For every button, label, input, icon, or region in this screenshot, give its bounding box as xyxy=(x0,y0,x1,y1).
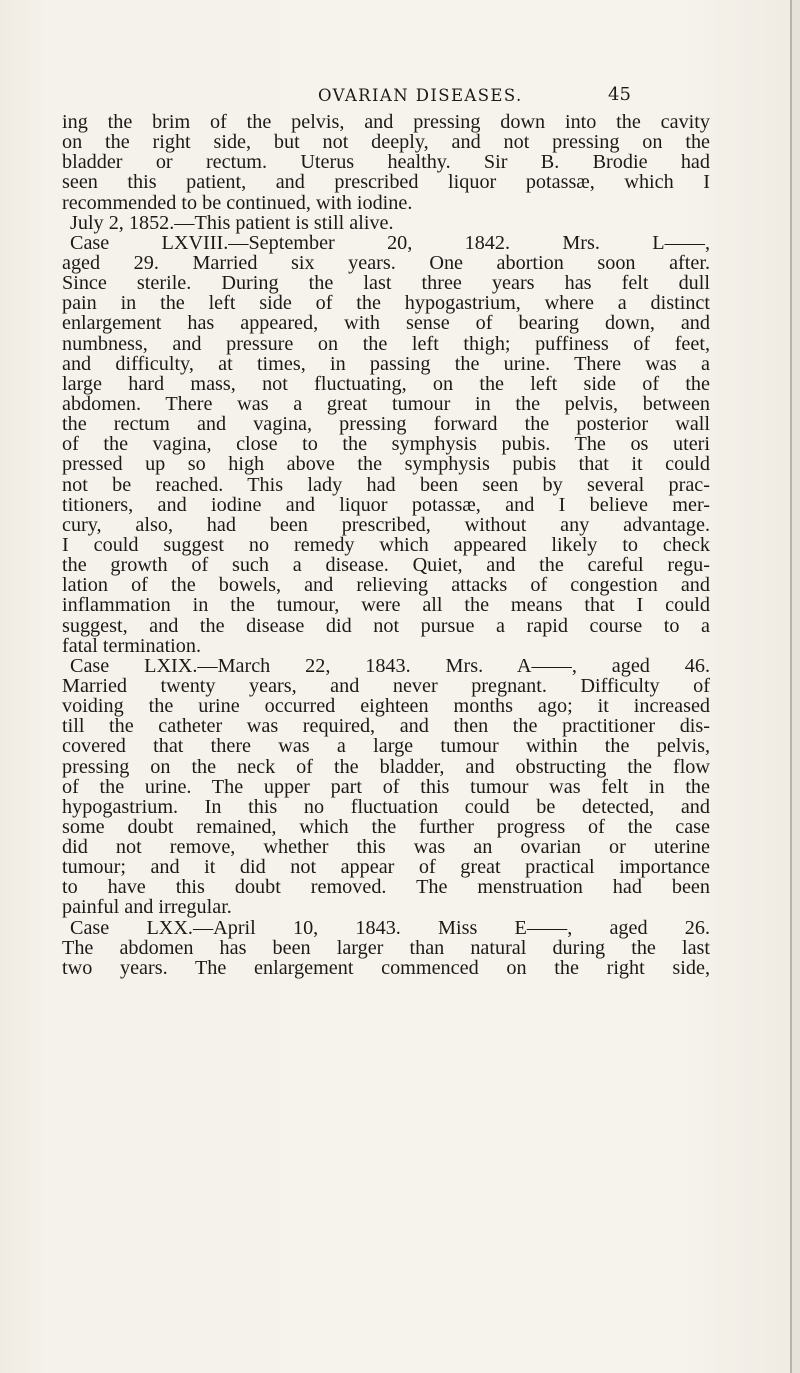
text-line: suggest, and the disease did not pursue a rapid course to a xyxy=(62,614,710,637)
text-line: voiding the urine occurred eighteen months ago; it increased xyxy=(62,695,710,718)
text-line: ing the brim of the pelvis, and pressing down into the cavity xyxy=(62,111,710,133)
text-line: and difficulty, at times, in passing the urine. There was a xyxy=(62,352,710,375)
text-line: fatal termination. xyxy=(62,634,202,657)
text-line: pressed up so high above the symphysis pubis that it could xyxy=(62,453,710,476)
case-heading-line: Case LXIX.—March 22, 1843. Mrs. A——, aged 46. xyxy=(70,654,710,677)
text-line: to have this doubt removed. The menstruation had been xyxy=(62,876,710,899)
text-line: abdomen. There was a great tumour in the pelvis, between xyxy=(62,392,710,415)
text-line: till the catheter was required, and then the practitioner dis- xyxy=(62,715,710,738)
text-line: Married twenty years, and never pregnant. Difficulty of xyxy=(62,674,710,697)
case-heading-line: Case LXX.—April 10, 1843. Miss E——, aged 26. xyxy=(70,916,710,939)
case-heading-line: Case LXVIII.—September 20, 1842. Mrs. L——, xyxy=(70,231,710,254)
body-text xyxy=(62,112,710,978)
text-line: pressing on the neck of the bladder, and obstructing the flow xyxy=(62,755,710,778)
text-line: recommended to be continued, with iodine. xyxy=(62,191,413,214)
text-line: enlargement has appeared, with sense of bearing down, and xyxy=(62,312,710,335)
text-line: of the urine. The upper part of this tumour was felt in the xyxy=(62,775,710,798)
text-line: titioners, and iodine and liquor potassæ, and I believe mer- xyxy=(62,493,710,516)
text-line: numbness, and pressure on the left thigh; puffiness of feet, xyxy=(62,332,710,355)
text-line: not be reached. This lady had been seen by several prac- xyxy=(62,473,710,496)
running-header xyxy=(0,82,800,112)
text-line: two years. The enlargement commenced on the right side, xyxy=(62,956,710,979)
text-line: lation of the bowels, and relieving attacks of congestion and xyxy=(62,574,710,597)
text-line: aged 29. Married six years. One abortion soon after. xyxy=(62,251,710,274)
text-line: tumour; and it did not appear of great practical importance xyxy=(62,856,710,879)
text-line: on the right side, but not deeply, and not pressing on the xyxy=(62,131,710,154)
text-line: the rectum and vagina, pressing forward the posterior wall xyxy=(62,413,710,436)
page-number: 45 xyxy=(608,84,631,105)
text-line: cury, also, had been prescribed, without any advantage. xyxy=(62,513,710,536)
text-line: seen this patient, and prescribed liquor potassæ, which I xyxy=(62,171,710,194)
text-line: did not remove, whether this was an ovarian or uterine xyxy=(62,836,710,859)
text-line: some doubt remained, which the further progress of the case xyxy=(62,815,710,838)
page-edge-line xyxy=(790,0,792,1373)
text-line: large hard mass, not fluctuating, on the left side of the xyxy=(62,372,710,395)
text-line: Since sterile. During the last three years has felt dull xyxy=(62,272,710,295)
text-line: I could suggest no remedy which appeared likely to check xyxy=(62,533,710,556)
page-edge-shadow xyxy=(792,0,800,1373)
text-line: hypogastrium. In this no fluctuation could be detected, and xyxy=(62,795,710,818)
text-line: of the vagina, close to the symphysis pubis. The os uteri xyxy=(62,433,710,456)
text-line: covered that there was a large tumour within the pelvis, xyxy=(62,735,710,758)
text-line: the growth of such a disease. Quiet, and the careful regu- xyxy=(62,554,710,577)
text-line: July 2, 1852.—This patient is still alive. xyxy=(70,211,394,234)
text-line: The abdomen has been larger than natural during the last xyxy=(62,936,710,959)
text-line: painful and irregular. xyxy=(62,896,232,919)
running-title: OVARIAN DISEASES. xyxy=(318,86,523,105)
text-line: inflammation in the tumour, were all the means that I could xyxy=(62,594,710,617)
text-line: bladder or rectum. Uterus healthy. Sir B. Brodie had xyxy=(62,151,710,174)
text-line: pain in the left side of the hypogastrium, where a distinct xyxy=(62,292,710,315)
